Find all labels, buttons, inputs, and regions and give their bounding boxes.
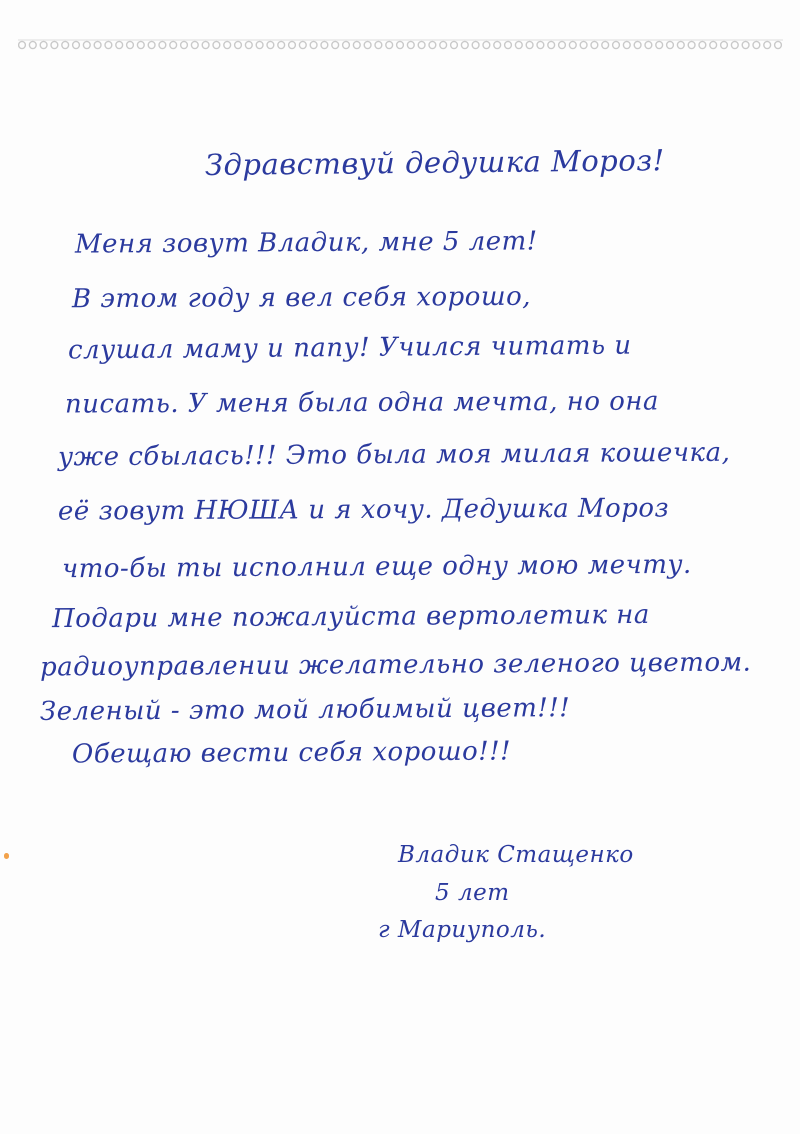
perforation-hole: [677, 41, 684, 48]
perforation-hole: [688, 41, 695, 48]
perforation-hole: [710, 41, 717, 48]
perforation-hole: [634, 41, 641, 48]
perforation-hole: [62, 41, 69, 48]
perforation-hole: [461, 41, 468, 48]
perforation-hole: [429, 41, 436, 48]
perforation-hole: [548, 41, 555, 48]
perforation-hole: [721, 41, 728, 48]
perforation-hole: [602, 41, 609, 48]
perforation-hole: [343, 41, 350, 48]
perforation-hole: [29, 41, 36, 48]
perforation-hole: [397, 41, 404, 48]
letter-line-7: что-бы ты исполнил еще одну мою мечту.: [61, 549, 692, 585]
perforation-hole: [656, 41, 663, 48]
perforation-hole: [235, 41, 242, 48]
letter-line-9: радиоуправлении желательно зеленого цветом.: [39, 647, 752, 683]
perforation-hole: [494, 41, 501, 48]
letter-line-3: слушал маму и папу! Учился читать и: [67, 330, 632, 366]
perforation-hole: [764, 41, 771, 48]
perforation-hole: [526, 41, 533, 48]
letter-line-11: Обещаю вести себя хорошо!!!: [71, 736, 512, 770]
perforation-hole: [289, 41, 296, 48]
perforation-hole: [667, 41, 674, 48]
perforated-edge: [18, 38, 783, 52]
perforation-hole: [364, 41, 371, 48]
perforation-hole: [94, 41, 101, 48]
perforation-hole: [181, 41, 188, 48]
perforation-hole: [191, 41, 198, 48]
perforation-hole: [278, 41, 285, 48]
perforation-hole: [116, 41, 123, 48]
perforation-hole: [451, 41, 458, 48]
perforation-hole: [245, 41, 252, 48]
letter-line-1: Меня зовут Владик, мне 5 лет!: [74, 226, 538, 260]
perforation-hole: [170, 41, 177, 48]
letter-line-5: уже сбылась!!! Это была моя милая кошечка,: [57, 437, 731, 473]
perforation-hole: [321, 41, 328, 48]
signature-name: Владик Стащенко: [398, 842, 634, 868]
perforation-hole: [332, 41, 339, 48]
perforation-hole: [137, 41, 144, 48]
perforation-hole: [645, 41, 652, 48]
letter-line-4: писать. У меня была одна мечта, но она: [64, 386, 660, 420]
perforation-hole: [40, 41, 47, 48]
perforation-hole: [753, 41, 760, 48]
perforation-hole: [256, 41, 263, 48]
perforation-hole: [731, 41, 738, 48]
signature-city: г Мариуполь.: [378, 917, 547, 943]
perforation-hole: [742, 41, 749, 48]
perforation-hole: [213, 41, 220, 48]
perforation-hole: [299, 41, 306, 48]
letter-line-8: Подари мне пожалуйста вертолетик на: [51, 599, 650, 635]
perforation-hole: [613, 41, 620, 48]
letter-line-2: В этом году я вел себя хорошо,: [71, 281, 532, 315]
perforation-hole: [407, 41, 414, 48]
perforation-hole: [537, 41, 544, 48]
perforation-hole: [127, 41, 134, 48]
perforation-hole: [418, 41, 425, 48]
perforation-hole: [569, 41, 576, 48]
perforation-hole: [224, 41, 231, 48]
perforation-hole: [699, 41, 706, 48]
perforation-hole: [483, 41, 490, 48]
perforation-hole: [559, 41, 566, 48]
perforation-hole: [375, 41, 382, 48]
perforation-hole: [580, 41, 587, 48]
letter-greeting: Здравствуй дедушка Мороз!: [204, 143, 665, 182]
perforation-hole: [353, 41, 360, 48]
perforation-hole: [440, 41, 447, 48]
perforation-hole: [623, 41, 630, 48]
perforation-hole: [310, 41, 317, 48]
perforation-hole: [386, 41, 393, 48]
letter-line-10: Зеленый - это мой любимый цвет!!!: [39, 693, 571, 727]
perforation-hole: [73, 41, 80, 48]
perforation-hole: [19, 41, 26, 48]
perforation-hole: [105, 41, 112, 48]
letter-line-6: её зовут НЮША и я хочу. Дедушка Мороз: [57, 493, 670, 527]
perforation-hole: [51, 41, 58, 48]
perforation-hole: [515, 41, 522, 48]
perforation-hole: [159, 41, 166, 48]
perforation-hole: [83, 41, 90, 48]
perforation-hole: [148, 41, 155, 48]
perforation-hole: [202, 41, 209, 48]
perforation-hole: [591, 41, 598, 48]
perforation-hole: [505, 41, 512, 48]
perforation-hole: [472, 41, 479, 48]
signature-age: 5 лет: [435, 880, 510, 906]
perforation-holes: [18, 38, 783, 52]
perforation-hole: [267, 41, 274, 48]
perforation-hole: [775, 41, 782, 48]
margin-mark: [4, 853, 9, 859]
